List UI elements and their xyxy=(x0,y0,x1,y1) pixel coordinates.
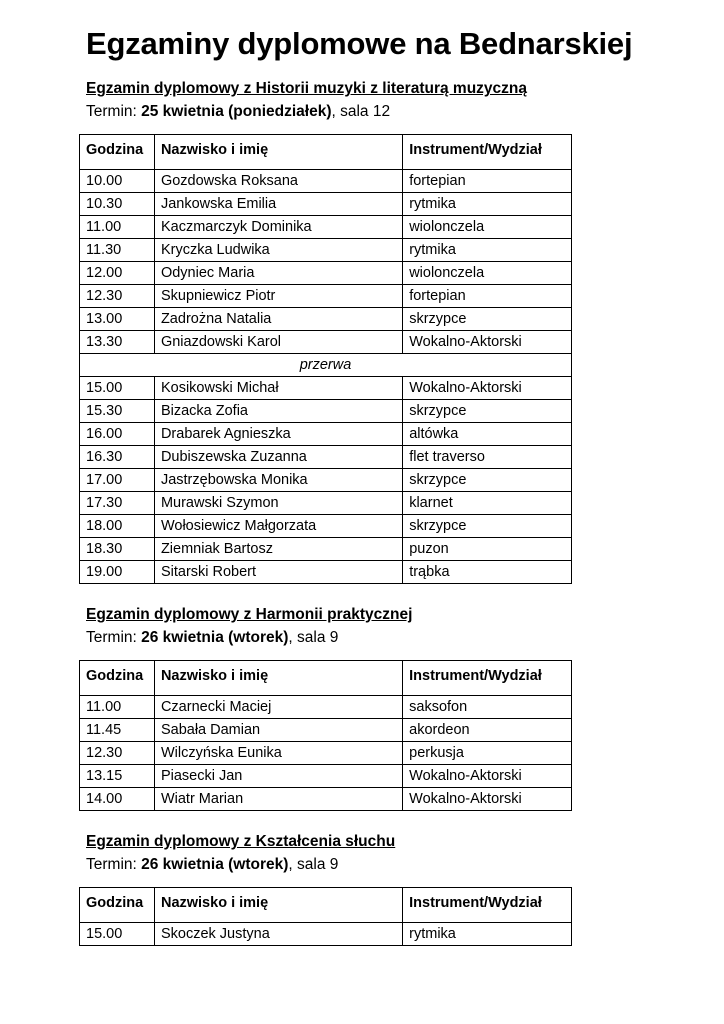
cell-name: Sitarski Robert xyxy=(154,561,402,584)
schedule-table xyxy=(79,660,572,811)
header-name: Nazwisko i imię xyxy=(154,661,402,696)
term-date: 26 kwietnia (wtorek) xyxy=(141,856,289,873)
cell-instrument: skrzypce xyxy=(403,308,572,331)
cell-hour: 15.00 xyxy=(80,923,155,946)
cell-instrument: rytmika xyxy=(403,193,572,216)
cell-name: Gniazdowski Karol xyxy=(154,331,402,354)
cell-name: Jankowska Emilia xyxy=(154,193,402,216)
cell-name: Kaczmarczyk Dominika xyxy=(154,216,402,239)
exam-title: Egzamin dyplomowy z Historii muzyki z literaturą muzyczną xyxy=(86,80,527,97)
term-date: 25 kwietnia (poniedziałek) xyxy=(141,103,332,120)
cell-instrument: saksofon xyxy=(403,696,572,719)
table-row xyxy=(80,696,572,719)
exam-title: Egzamin dyplomowy z Kształcenia słuchu xyxy=(86,833,396,850)
cell-instrument: Wokalno-Aktorski xyxy=(403,788,572,811)
cell-instrument: Wokalno-Aktorski xyxy=(403,331,572,354)
cell-instrument: rytmika xyxy=(403,923,572,946)
cell-name: Wiatr Marian xyxy=(154,788,402,811)
page-title: Egzaminy dyplomowe na Bednarskiej xyxy=(86,26,633,61)
header-name: Nazwisko i imię xyxy=(154,135,402,170)
document-page xyxy=(86,20,646,946)
table-row xyxy=(80,561,572,584)
cell-hour: 16.00 xyxy=(80,423,155,446)
header-instrument: Instrument/Wydział xyxy=(403,135,572,170)
cell-name: Drabarek Agnieszka xyxy=(154,423,402,446)
table-row xyxy=(80,538,572,561)
cell-name: Sabała Damian xyxy=(154,719,402,742)
cell-instrument: fortepian xyxy=(403,170,572,193)
cell-instrument: flet traverso xyxy=(403,446,572,469)
table-row xyxy=(80,308,572,331)
cell-name: Gozdowska Roksana xyxy=(154,170,402,193)
term-label: Termin: xyxy=(86,629,142,646)
exam-term xyxy=(86,100,646,124)
cell-instrument: perkusja xyxy=(403,742,572,765)
cell-hour: 10.00 xyxy=(80,170,155,193)
cell-instrument: altówka xyxy=(403,423,572,446)
table-row xyxy=(80,239,572,262)
term-date: 26 kwietnia (wtorek) xyxy=(141,629,289,646)
cell-hour: 15.00 xyxy=(80,377,155,400)
header-name: Nazwisko i imię xyxy=(154,888,402,923)
break-label: przerwa xyxy=(80,354,572,377)
exam-section-harmony xyxy=(86,604,646,811)
cell-instrument: trąbka xyxy=(403,561,572,584)
cell-hour: 11.00 xyxy=(80,696,155,719)
cell-hour: 16.30 xyxy=(80,446,155,469)
exam-title: Egzamin dyplomowy z Harmonii praktycznej xyxy=(86,606,413,623)
schedule-table xyxy=(79,887,572,946)
cell-name: Zadrożna Natalia xyxy=(154,308,402,331)
term-label: Termin: xyxy=(86,103,142,120)
table-row xyxy=(80,492,572,515)
table-row xyxy=(80,400,572,423)
table-row xyxy=(80,262,572,285)
break-row xyxy=(80,354,572,377)
cell-hour: 17.30 xyxy=(80,492,155,515)
cell-instrument: klarnet xyxy=(403,492,572,515)
cell-hour: 19.00 xyxy=(80,561,155,584)
cell-hour: 11.00 xyxy=(80,216,155,239)
cell-name: Bizacka Zofia xyxy=(154,400,402,423)
cell-instrument: skrzypce xyxy=(403,400,572,423)
header-hour: Godzina xyxy=(80,888,155,923)
table-row xyxy=(80,923,572,946)
table-row xyxy=(80,423,572,446)
cell-name: Dubiszewska Zuzanna xyxy=(154,446,402,469)
table-header-row xyxy=(80,661,572,696)
term-room: , sala 12 xyxy=(331,103,391,120)
table-row xyxy=(80,285,572,308)
cell-hour: 15.30 xyxy=(80,400,155,423)
header-hour: Godzina xyxy=(80,661,155,696)
cell-hour: 10.30 xyxy=(80,193,155,216)
cell-hour: 12.30 xyxy=(80,742,155,765)
cell-instrument: skrzypce xyxy=(403,515,572,538)
cell-name: Kryczka Ludwika xyxy=(154,239,402,262)
table-row xyxy=(80,216,572,239)
header-instrument: Instrument/Wydział xyxy=(403,888,572,923)
table-row xyxy=(80,170,572,193)
cell-hour: 14.00 xyxy=(80,788,155,811)
cell-hour: 13.30 xyxy=(80,331,155,354)
cell-name: Kosikowski Michał xyxy=(154,377,402,400)
cell-hour: 18.30 xyxy=(80,538,155,561)
cell-hour: 12.30 xyxy=(80,285,155,308)
table-header-row xyxy=(80,135,572,170)
cell-hour: 13.15 xyxy=(80,765,155,788)
table-row xyxy=(80,377,572,400)
table-row xyxy=(80,742,572,765)
cell-name: Skupniewicz Piotr xyxy=(154,285,402,308)
schedule-table xyxy=(79,134,572,584)
cell-name: Piasecki Jan xyxy=(154,765,402,788)
cell-instrument: akordeon xyxy=(403,719,572,742)
cell-name: Wilczyńska Eunika xyxy=(154,742,402,765)
table-row xyxy=(80,719,572,742)
table-row xyxy=(80,765,572,788)
table-row xyxy=(80,446,572,469)
table-header-row xyxy=(80,888,572,923)
cell-hour: 12.00 xyxy=(80,262,155,285)
exam-term xyxy=(86,853,646,877)
cell-name: Murawski Szymon xyxy=(154,492,402,515)
header-instrument: Instrument/Wydział xyxy=(403,661,572,696)
exam-term xyxy=(86,626,646,650)
cell-name: Skoczek Justyna xyxy=(154,923,402,946)
cell-instrument: Wokalno-Aktorski xyxy=(403,765,572,788)
table-row xyxy=(80,788,572,811)
cell-name: Wołosiewicz Małgorzata xyxy=(154,515,402,538)
term-room: , sala 9 xyxy=(288,629,339,646)
header-hour: Godzina xyxy=(80,135,155,170)
cell-instrument: wiolonczela xyxy=(403,262,572,285)
cell-hour: 11.30 xyxy=(80,239,155,262)
cell-instrument: Wokalno-Aktorski xyxy=(403,377,572,400)
cell-instrument: rytmika xyxy=(403,239,572,262)
exam-section-ear-training xyxy=(86,831,646,946)
cell-instrument: skrzypce xyxy=(403,469,572,492)
cell-instrument: puzon xyxy=(403,538,572,561)
cell-hour: 18.00 xyxy=(80,515,155,538)
cell-hour: 17.00 xyxy=(80,469,155,492)
cell-name: Ziemniak Bartosz xyxy=(154,538,402,561)
cell-name: Odyniec Maria xyxy=(154,262,402,285)
cell-hour: 11.45 xyxy=(80,719,155,742)
table-row xyxy=(80,193,572,216)
table-row xyxy=(80,469,572,492)
cell-name: Czarnecki Maciej xyxy=(154,696,402,719)
term-label: Termin: xyxy=(86,856,142,873)
cell-hour: 13.00 xyxy=(80,308,155,331)
cell-instrument: wiolonczela xyxy=(403,216,572,239)
table-row xyxy=(80,515,572,538)
cell-name: Jastrzębowska Monika xyxy=(154,469,402,492)
table-row xyxy=(80,331,572,354)
term-room: , sala 9 xyxy=(288,856,339,873)
exam-section-history xyxy=(86,78,646,584)
cell-instrument: fortepian xyxy=(403,285,572,308)
